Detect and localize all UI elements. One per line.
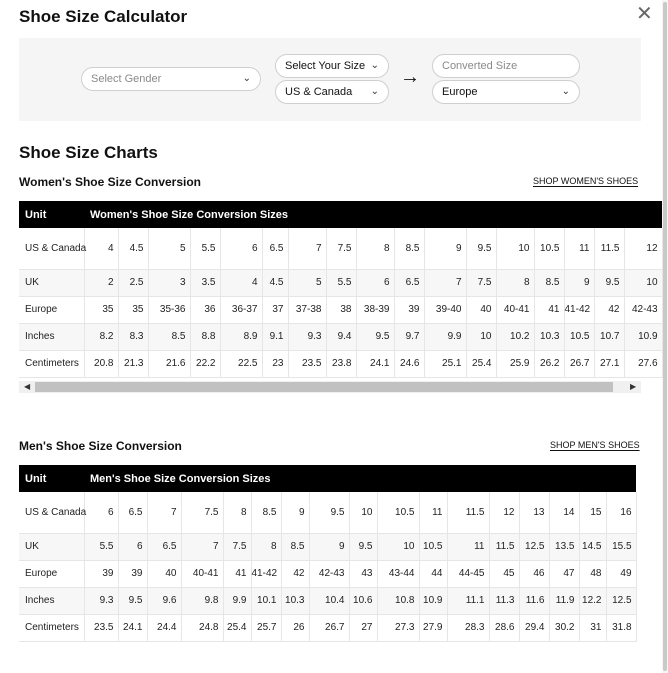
size-cell: 10 [377, 533, 419, 560]
size-cell: 9 [281, 492, 309, 533]
women-size-table [19, 201, 663, 378]
size-cell: 8.5 [534, 269, 564, 296]
table-row [19, 296, 662, 323]
size-cell: 7.5 [181, 492, 223, 533]
size-cell: 43-44 [377, 560, 419, 587]
size-cell: 25.4 [223, 614, 251, 641]
size-cell: 41-42 [564, 296, 594, 323]
size-cell: 39-40 [424, 296, 466, 323]
size-cell: 6 [220, 228, 262, 269]
size-cell: 9.8 [181, 587, 223, 614]
your-size-select[interactable] [275, 54, 389, 78]
size-cell: 10.8 [377, 587, 419, 614]
size-cell: 8.2 [84, 323, 118, 350]
size-cell: 49 [606, 560, 636, 587]
size-cell: 11.5 [594, 228, 624, 269]
size-cell: 7 [181, 533, 223, 560]
row-label: Inches [19, 323, 84, 350]
size-cell: 35-36 [148, 296, 190, 323]
size-cell: 10.3 [281, 587, 309, 614]
to-region-select[interactable] [432, 80, 580, 104]
size-cell: 5.5 [84, 533, 118, 560]
size-cell: 4.5 [262, 269, 288, 296]
size-cell: 9.5 [594, 269, 624, 296]
size-cell: 10 [466, 323, 496, 350]
size-cell: 25.7 [251, 614, 281, 641]
size-cell: 28.6 [489, 614, 519, 641]
size-cell: 42 [594, 296, 624, 323]
size-cell: 45 [489, 560, 519, 587]
men-heading: Men's Shoe Size Conversion [19, 439, 182, 453]
size-cell: 27.9 [419, 614, 447, 641]
size-cell: 31 [579, 614, 606, 641]
size-cell: 12.5 [519, 533, 549, 560]
size-cell: 16 [606, 492, 636, 533]
size-cell: 23.5 [288, 350, 326, 377]
size-cell: 10.2 [496, 323, 534, 350]
scroll-left-icon[interactable]: ◀ [24, 382, 31, 391]
size-cell: 9.5 [349, 533, 377, 560]
size-cell: 8.5 [281, 533, 309, 560]
table-row [19, 228, 662, 269]
from-region-select[interactable] [275, 80, 389, 104]
chevron-down-icon: ⌄ [561, 86, 570, 97]
size-cell: 35 [84, 296, 118, 323]
size-cell: 6 [84, 492, 118, 533]
women-heading: Women's Shoe Size Conversion [19, 175, 202, 189]
size-cell: 21.3 [118, 350, 148, 377]
gender-select[interactable] [81, 67, 261, 91]
size-cell: 8.5 [394, 228, 424, 269]
size-cell: 7 [288, 228, 326, 269]
row-label: UK [19, 269, 84, 296]
size-cell: 41 [534, 296, 564, 323]
size-cell: 10.4 [309, 587, 349, 614]
size-cell: 8.9 [220, 323, 262, 350]
size-cell: 27.3 [377, 614, 419, 641]
size-cell: 40 [466, 296, 496, 323]
size-cell: 44 [419, 560, 447, 587]
converted-size-placeholder: Converted Size [442, 60, 518, 72]
size-cell: 25.9 [496, 350, 534, 377]
size-cell: 10 [349, 492, 377, 533]
size-cell: 14 [549, 492, 579, 533]
size-cell: 10.5 [419, 533, 447, 560]
size-cell: 12.5 [606, 587, 636, 614]
size-cell: 9 [424, 228, 466, 269]
size-cell: 15.5 [606, 533, 636, 560]
size-cell: 44-45 [447, 560, 489, 587]
unit-header: Unit [19, 201, 84, 228]
size-cell: 9.1 [262, 323, 288, 350]
size-cell: 9.6 [147, 587, 181, 614]
your-size-select-label: Select Your Size [285, 60, 366, 72]
size-cell: 9.9 [424, 323, 466, 350]
size-cell: 26.2 [534, 350, 564, 377]
table-row [19, 323, 662, 350]
men-size-table [19, 465, 637, 642]
size-cell: 9.9 [223, 587, 251, 614]
size-cell: 10.7 [594, 323, 624, 350]
row-label: US & Canada [19, 492, 84, 533]
converted-size-field [432, 54, 580, 78]
size-cell: 6.5 [118, 492, 147, 533]
women-table-scroll-thumb[interactable] [35, 382, 613, 392]
size-cell: 12 [624, 228, 662, 269]
size-cell: 9.5 [309, 492, 349, 533]
size-cell: 42-43 [309, 560, 349, 587]
size-cell: 40-41 [496, 296, 534, 323]
chevron-down-icon: ⌄ [370, 60, 379, 71]
size-cell: 48 [579, 560, 606, 587]
size-cell: 9.5 [118, 587, 147, 614]
size-cell: 37 [262, 296, 288, 323]
size-cell: 3 [148, 269, 190, 296]
size-cell: 24.6 [394, 350, 424, 377]
size-cell: 6.5 [262, 228, 288, 269]
size-cell: 41-42 [251, 560, 281, 587]
size-cell: 38 [326, 296, 356, 323]
size-cell: 42-43 [624, 296, 662, 323]
size-cell: 2.5 [118, 269, 148, 296]
size-cell: 14.5 [579, 533, 606, 560]
size-cell: 12 [489, 492, 519, 533]
size-cell: 4 [220, 269, 262, 296]
chevron-down-icon: ⌄ [370, 86, 379, 97]
size-cell: 5 [148, 228, 190, 269]
size-cell: 7 [147, 492, 181, 533]
size-cell: 10.9 [419, 587, 447, 614]
size-cell: 26.7 [309, 614, 349, 641]
size-cell: 11 [447, 533, 489, 560]
size-cell: 10.6 [349, 587, 377, 614]
shop-women-link[interactable]: SHOP WOMEN'S SHOES [533, 176, 639, 186]
size-cell: 39 [84, 560, 118, 587]
row-label: Europe [19, 296, 84, 323]
size-cell: 7 [424, 269, 466, 296]
size-cell: 3.5 [190, 269, 220, 296]
modal-title: Shoe Size Calculator [19, 7, 188, 26]
size-cell: 22.5 [220, 350, 262, 377]
women-table-viewport [19, 201, 658, 381]
size-cell: 24.4 [147, 614, 181, 641]
women-table-scrollbar[interactable] [19, 381, 641, 393]
size-cell: 26.7 [564, 350, 594, 377]
size-cell: 20.8 [84, 350, 118, 377]
size-cell: 11.3 [489, 587, 519, 614]
table-row [19, 350, 662, 377]
size-cell: 6 [356, 269, 394, 296]
size-cell: 9 [309, 533, 349, 560]
size-cell: 36 [190, 296, 220, 323]
size-cell: 37-38 [288, 296, 326, 323]
size-cell: 8.8 [190, 323, 220, 350]
size-cell: 13.5 [549, 533, 579, 560]
table-row [19, 587, 636, 614]
size-cell: 23.8 [326, 350, 356, 377]
size-cell: 27.6 [624, 350, 662, 377]
size-cell: 10 [624, 269, 662, 296]
size-cell: 24.8 [181, 614, 223, 641]
size-cell: 39 [118, 560, 147, 587]
table-row [19, 492, 636, 533]
size-cell: 9.5 [356, 323, 394, 350]
size-cell: 8 [251, 533, 281, 560]
size-cell: 40 [147, 560, 181, 587]
size-cell: 47 [549, 560, 579, 587]
size-cell: 30.2 [549, 614, 579, 641]
size-cell: 11 [419, 492, 447, 533]
table-row [19, 269, 662, 296]
size-cell: 10.5 [564, 323, 594, 350]
size-cell: 25.1 [424, 350, 466, 377]
size-cell: 11.1 [447, 587, 489, 614]
row-label: Centimeters [19, 614, 84, 641]
gender-select-label: Select Gender [91, 73, 162, 85]
size-cell: 11.9 [549, 587, 579, 614]
size-cell: 7.5 [223, 533, 251, 560]
size-cell: 13 [519, 492, 549, 533]
size-cell: 26 [281, 614, 309, 641]
shop-men-link[interactable]: SHOP MEN'S SHOES [550, 440, 640, 450]
page-scrollbar[interactable] [662, 0, 668, 673]
size-cell: 10 [496, 228, 534, 269]
size-cell: 27.1 [594, 350, 624, 377]
size-cell: 10.5 [377, 492, 419, 533]
size-cell: 6.5 [147, 533, 181, 560]
sizes-header: Men's Shoe Size Conversion Sizes [84, 465, 636, 492]
size-cell: 11.6 [519, 587, 549, 614]
to-region-select-label: Europe [442, 86, 478, 98]
page-scrollbar-thumb[interactable] [663, 2, 667, 671]
men-table-viewport [19, 465, 641, 645]
size-cell: 28.3 [447, 614, 489, 641]
size-cell: 24.1 [356, 350, 394, 377]
size-cell: 7.5 [466, 269, 496, 296]
size-cell: 8.3 [118, 323, 148, 350]
size-cell: 23.5 [84, 614, 118, 641]
scroll-right-icon[interactable]: ▶ [630, 382, 637, 391]
size-cell: 8 [223, 492, 251, 533]
size-cell: 7.5 [326, 228, 356, 269]
size-cell: 9.4 [326, 323, 356, 350]
size-cell: 15 [579, 492, 606, 533]
size-cell: 9 [564, 269, 594, 296]
size-cell: 9.3 [84, 587, 118, 614]
row-label: UK [19, 533, 84, 560]
table-row [19, 560, 636, 587]
size-cell: 8 [496, 269, 534, 296]
row-label: Inches [19, 587, 84, 614]
table-row [19, 614, 636, 641]
size-cell: 12.2 [579, 587, 606, 614]
size-cell: 11.5 [447, 492, 489, 533]
size-cell: 40-41 [181, 560, 223, 587]
arrow-right-icon: → [400, 66, 420, 88]
size-cell: 39 [394, 296, 424, 323]
unit-header: Unit [19, 465, 84, 492]
size-cell: 22.2 [190, 350, 220, 377]
size-cell: 43 [349, 560, 377, 587]
size-cell: 8.5 [148, 323, 190, 350]
size-cell: 8.5 [251, 492, 281, 533]
size-calculator [19, 38, 641, 121]
size-cell: 35 [118, 296, 148, 323]
size-cell: 36-37 [220, 296, 262, 323]
size-cell: 4.5 [118, 228, 148, 269]
size-cell: 46 [519, 560, 549, 587]
row-label: Centimeters [19, 350, 84, 377]
sizes-header: Women's Shoe Size Conversion Sizes [84, 201, 662, 228]
size-cell: 21.6 [148, 350, 190, 377]
close-icon[interactable]: ✕ [636, 3, 653, 25]
size-cell: 29.4 [519, 614, 549, 641]
size-cell: 27 [349, 614, 377, 641]
chevron-down-icon: ⌄ [242, 73, 251, 84]
size-cell: 10.5 [534, 228, 564, 269]
size-cell: 10.9 [624, 323, 662, 350]
size-cell: 6.5 [394, 269, 424, 296]
size-cell: 8 [356, 228, 394, 269]
size-cell: 25.4 [466, 350, 496, 377]
size-cell: 9.3 [288, 323, 326, 350]
size-cell: 2 [84, 269, 118, 296]
size-cell: 9.7 [394, 323, 424, 350]
size-cell: 4 [84, 228, 118, 269]
size-cell: 42 [281, 560, 309, 587]
size-cell: 23 [262, 350, 288, 377]
table-row [19, 533, 636, 560]
size-cell: 5.5 [190, 228, 220, 269]
row-label: US & Canada [19, 228, 84, 269]
charts-heading: Shoe Size Charts [19, 143, 158, 162]
size-cell: 9.5 [466, 228, 496, 269]
from-region-select-label: US & Canada [285, 86, 353, 98]
row-label: Europe [19, 560, 84, 587]
size-cell: 5.5 [326, 269, 356, 296]
size-cell: 11.5 [489, 533, 519, 560]
size-cell: 38-39 [356, 296, 394, 323]
size-cell: 31.8 [606, 614, 636, 641]
size-cell: 24.1 [118, 614, 147, 641]
size-cell: 10.1 [251, 587, 281, 614]
size-cell: 6 [118, 533, 147, 560]
size-cell: 10.3 [534, 323, 564, 350]
size-cell: 5 [288, 269, 326, 296]
size-cell: 11 [564, 228, 594, 269]
size-cell: 41 [223, 560, 251, 587]
